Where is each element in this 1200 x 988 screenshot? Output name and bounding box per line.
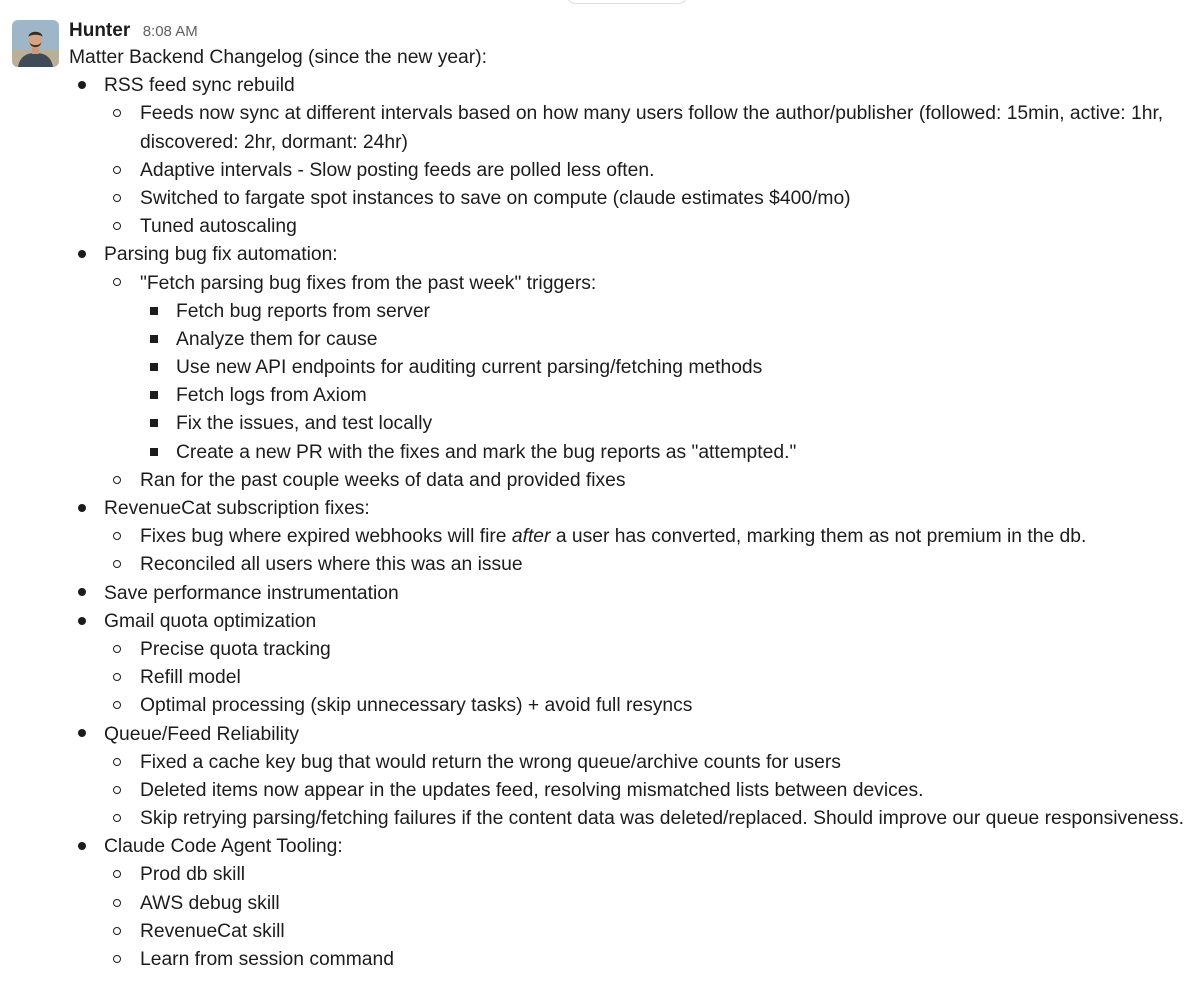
- list-item: [69, 354, 1194, 382]
- bullet-square-icon: [150, 307, 158, 315]
- list-item: [69, 608, 1194, 636]
- list-item: [69, 298, 1194, 326]
- message-intro: Matter Backend Changelog (since the new year):: [69, 47, 487, 68]
- list-item: [69, 129, 1194, 157]
- bullet-disc-icon: [78, 81, 86, 89]
- list-item: [69, 580, 1194, 608]
- list-item: [69, 241, 1194, 269]
- bullet-circle-icon: [113, 645, 121, 653]
- bullet-circle-icon: [113, 673, 121, 681]
- avatar[interactable]: [12, 20, 59, 67]
- list-item-text: discovered: 2hr, dormant: 24hr): [140, 131, 408, 153]
- list-item: [69, 157, 1194, 185]
- bullet-disc-icon: [78, 729, 86, 737]
- list-item-text: Fetch bug reports from server: [176, 300, 430, 322]
- bullet-circle-icon: [113, 758, 121, 766]
- list-item-text: Save performance instrumentation: [104, 582, 399, 604]
- bullet-circle-icon: [113, 955, 121, 963]
- bullet-disc-icon: [78, 250, 86, 258]
- message: [69, 18, 1194, 974]
- text-segment: Fixes bug where expired webhooks will fire: [140, 526, 512, 548]
- emphasis-text: after: [511, 526, 551, 548]
- bullet-circle-icon: [113, 899, 121, 907]
- list-item-text: "Fetch parsing bug fixes from the past week" triggers:: [140, 272, 597, 294]
- bullet-square-icon: [150, 419, 158, 427]
- list-item: [69, 833, 1194, 861]
- list-item: [69, 495, 1194, 523]
- list-item-text: Fix the issues, and test locally: [176, 413, 433, 435]
- bullet-disc-icon: [78, 617, 86, 625]
- bullet-circle-icon: [113, 476, 121, 484]
- bullet-circle-icon: [113, 814, 121, 822]
- list-item: [69, 664, 1194, 692]
- list-item: [69, 777, 1194, 805]
- bullet-circle-icon: [113, 222, 121, 230]
- bullet-square-icon: [150, 448, 158, 456]
- author-name[interactable]: Hunter: [69, 20, 131, 41]
- list-item-text: Create a new PR with the fixes and mark the bug reports as "attempted.": [176, 441, 797, 463]
- list-item-text: Switched to fargate spot instances to save on compute (claude estimates $400/mo): [140, 187, 851, 209]
- list-item-text: Ran for the past couple weeks of data and provided fixes: [140, 469, 626, 491]
- list-item: [69, 185, 1194, 213]
- text-segment: a user has converted, marking them as not premium in the db.: [550, 526, 1087, 548]
- bullet-square-icon: [150, 335, 158, 343]
- bullet-circle-icon: [113, 166, 121, 174]
- list-item-text: Fetch logs from Axiom: [176, 385, 367, 407]
- list-item-text: AWS debug skill: [140, 892, 280, 914]
- list-item: [69, 213, 1194, 241]
- list-item-text: Queue/Feed Reliability: [104, 723, 300, 745]
- list-item: [69, 946, 1194, 974]
- list-item-text: Learn from session command: [140, 949, 394, 970]
- bullet-circle-icon: [113, 927, 121, 935]
- list-item-text: Fixed a cache key bug that would return the wrong queue/archive counts for users: [140, 751, 841, 773]
- timestamp[interactable]: 8:08 AM: [142, 23, 198, 40]
- list-item-text: Analyze them for cause: [176, 328, 378, 350]
- bullet-circle-icon: [113, 278, 121, 286]
- list-item-text: [140, 526, 1086, 547]
- bullet-circle-icon: [113, 870, 121, 878]
- list-item-text: Refill model: [140, 667, 241, 689]
- list-item: [69, 918, 1194, 946]
- list-item-text: Feeds now sync at different intervals based on how many users follow the author/publisher (followed: 15min, active: 1hr,: [140, 103, 1164, 125]
- list-item-text: RevenueCat subscription fixes:: [104, 498, 370, 519]
- message-header: [69, 18, 1194, 44]
- list-item: [69, 410, 1194, 438]
- date-divider-pill[interactable]: [566, 0, 688, 4]
- list-item: [69, 721, 1194, 749]
- list-item-text: Gmail quota optimization: [104, 610, 317, 632]
- list-item: [69, 439, 1194, 467]
- list-item: [69, 382, 1194, 410]
- bullet-circle-icon: [113, 109, 121, 117]
- list-item: [69, 551, 1194, 579]
- list-item-text: Optimal processing (skip unnecessary tasks) + avoid full resyncs: [140, 695, 693, 717]
- list-item-text: Tuned autoscaling: [140, 216, 297, 238]
- list-item-text: Prod db skill: [140, 864, 246, 886]
- list-item: [69, 805, 1194, 833]
- bullet-circle-icon: [113, 194, 121, 202]
- list-item-text: RSS feed sync rebuild: [104, 75, 295, 97]
- bullet-circle-icon: [113, 701, 121, 709]
- list-item-text: Skip retrying parsing/fetching failures if the content data was deleted/replaced. Should improve our queue responsiveness.: [140, 808, 1184, 830]
- list-item: [69, 749, 1194, 777]
- list-item: [69, 890, 1194, 918]
- list-item: [69, 270, 1194, 298]
- list-item: [69, 326, 1194, 354]
- bullet-circle-icon: [113, 532, 121, 540]
- list-item-text: Precise quota tracking: [140, 638, 331, 660]
- list-item-text: Deleted items now appear in the updates feed, resolving mismatched lists between devices.: [140, 779, 924, 801]
- changelog-list: [69, 72, 1194, 974]
- bullet-disc-icon: [78, 588, 86, 596]
- bullet-circle-icon: [113, 786, 121, 794]
- list-item: [69, 100, 1194, 128]
- bullet-square-icon: [150, 363, 158, 371]
- list-item-text: Parsing bug fix automation:: [104, 244, 338, 266]
- list-item: [69, 467, 1194, 495]
- avatar-image: [12, 20, 59, 67]
- list-item: [69, 523, 1194, 551]
- list-item-text: Use new API endpoints for auditing current parsing/fetching methods: [176, 357, 763, 379]
- list-item: [69, 636, 1194, 664]
- bullet-disc-icon: [78, 842, 86, 850]
- bullet-disc-icon: [78, 504, 86, 512]
- list-item-text: Claude Code Agent Tooling:: [104, 836, 343, 858]
- list-item: [69, 692, 1194, 720]
- list-item: [69, 861, 1194, 889]
- list-item-text: Adaptive intervals - Slow posting feeds are polled less often.: [140, 159, 655, 181]
- list-item: [69, 72, 1194, 100]
- list-item-text: RevenueCat skill: [140, 920, 285, 942]
- bullet-circle-icon: [113, 560, 121, 568]
- bullet-square-icon: [150, 391, 158, 399]
- list-item-text: Reconciled all users where this was an issue: [140, 554, 523, 576]
